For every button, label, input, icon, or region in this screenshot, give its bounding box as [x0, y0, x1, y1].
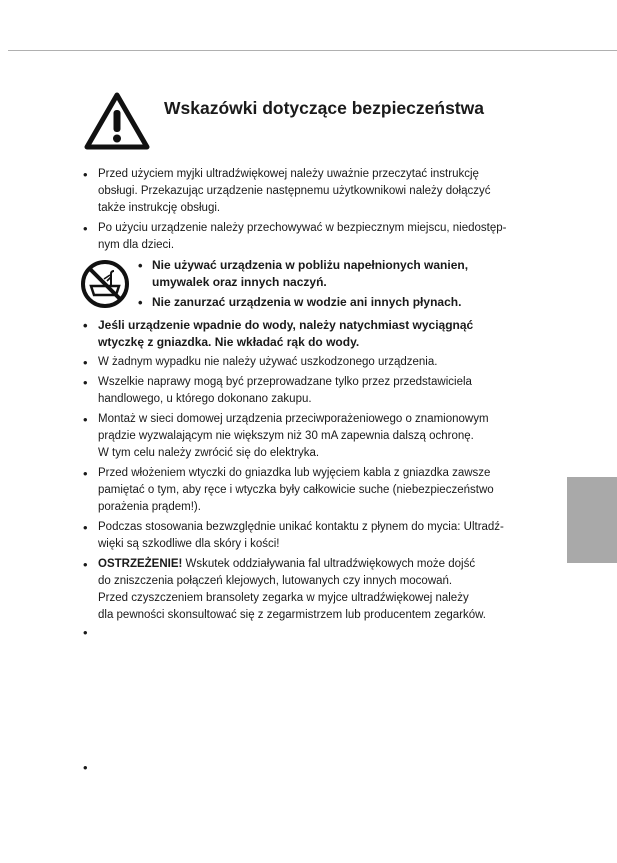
list-item: [80, 519, 522, 553]
item-line: pamiętać o tym, aby ręce i wtyczka były całkowicie suche (niebezpieczeństwo: [98, 484, 494, 496]
item-line: nym dla dzieci.: [98, 239, 175, 251]
item-line: • Przed włożeniem wtyczki do gniazdka lub wyjęciem kabla z gniazdka zawsze: [98, 467, 491, 479]
item-line: • Po użyciu urządzenie należy przechowywać w bezpiecznym miejscu, niedostęp-: [98, 222, 507, 234]
item-line: • Wszelkie naprawy mogą być przeprowadzane tylko przez przedstawiciela: [98, 376, 472, 388]
list-item: [80, 166, 522, 217]
item-line: więki są szkodliwe dla skóry i kości!: [98, 538, 280, 550]
item-line: • Montaż w sieci domowej urządzenia przeciwporażeniowego o znamionowym: [98, 413, 489, 425]
item-line: prądzie wyzwalającym nie większym niż 30 mA zapewnia dalszą ochronę.: [98, 430, 474, 442]
page-title: Wskazówki dotyczące bezpieczeństwa: [164, 98, 484, 118]
item-line: wtyczkę z gniazdka. Nie wkładać rąk do wody.: [98, 335, 360, 349]
list-item: [80, 374, 522, 408]
item-line: Przed czyszczeniem bransolety zegarka w myjce ultradźwiękowej należy: [98, 592, 469, 604]
bath-warning-item: [136, 294, 516, 311]
empty-bullet: •: [83, 625, 88, 640]
no-bathing-icon: [80, 259, 130, 309]
chapter-tab: [567, 477, 617, 563]
top-rule: [8, 50, 617, 51]
item-line: • Podczas stosowania bezwzględnie unikać kontaktu z płynem do mycia: Ultradź-: [98, 521, 504, 533]
item-line: dla pewności skonsultować się z zegarmistrzem lub producentem zegarków.: [98, 609, 486, 621]
item-line: • Przed użyciem myjki ultradźwiękowej należy uważnie przeczytać instrukcję: [98, 168, 479, 180]
empty-bullet: •: [83, 760, 88, 775]
item-line: obsługi. Przekazując urządzenie następnemu użytkownikowi należy dołączyć: [98, 185, 491, 197]
list-item: [80, 220, 522, 254]
item-line: • Jeśli urządzenie wpadnie do wody, należy natychmiast wyciągnąć: [98, 318, 474, 332]
list-item: [80, 354, 522, 371]
item-line: umywalek oraz innych naczyń.: [152, 275, 327, 289]
warning-prefix: OSTRZEŻENIE!: [98, 558, 183, 570]
warning-item: [80, 556, 522, 624]
item-line: także instrukcję obsługi.: [98, 202, 221, 214]
list-item: [80, 465, 522, 516]
item-line: • Nie zanurzać urządzenia w wodzie ani innych płynach.: [152, 295, 462, 309]
bath-warning-list: [136, 257, 516, 314]
item-line: do zniszczenia połączeń klejowych, lutowanych czy innych mocowań.: [98, 575, 453, 587]
warning-triangle-icon: [84, 92, 150, 150]
list-item: [80, 411, 522, 462]
item-line: W tym celu należy zwrócić się do elektryka.: [98, 447, 320, 459]
bath-warning-item: [136, 257, 516, 291]
safety-list: [80, 166, 522, 627]
bath-warning-block: [80, 257, 522, 313]
item-line: • W żadnym wypadku nie należy używać uszkodzonego urządzenia.: [98, 356, 438, 368]
section-header: [84, 92, 524, 154]
item-line: [98, 556, 522, 573]
item-line: • Nie używać urządzenia w pobliżu napełnionych wanien,: [152, 258, 469, 272]
item-line: handlowego, u którego dokonano zakupu.: [98, 393, 312, 405]
list-item: [80, 317, 522, 351]
warning-text: Wskutek oddziaływania fal ultradźwiękowych może dojść: [182, 558, 476, 570]
item-line: porażenia prądem!).: [98, 501, 201, 513]
